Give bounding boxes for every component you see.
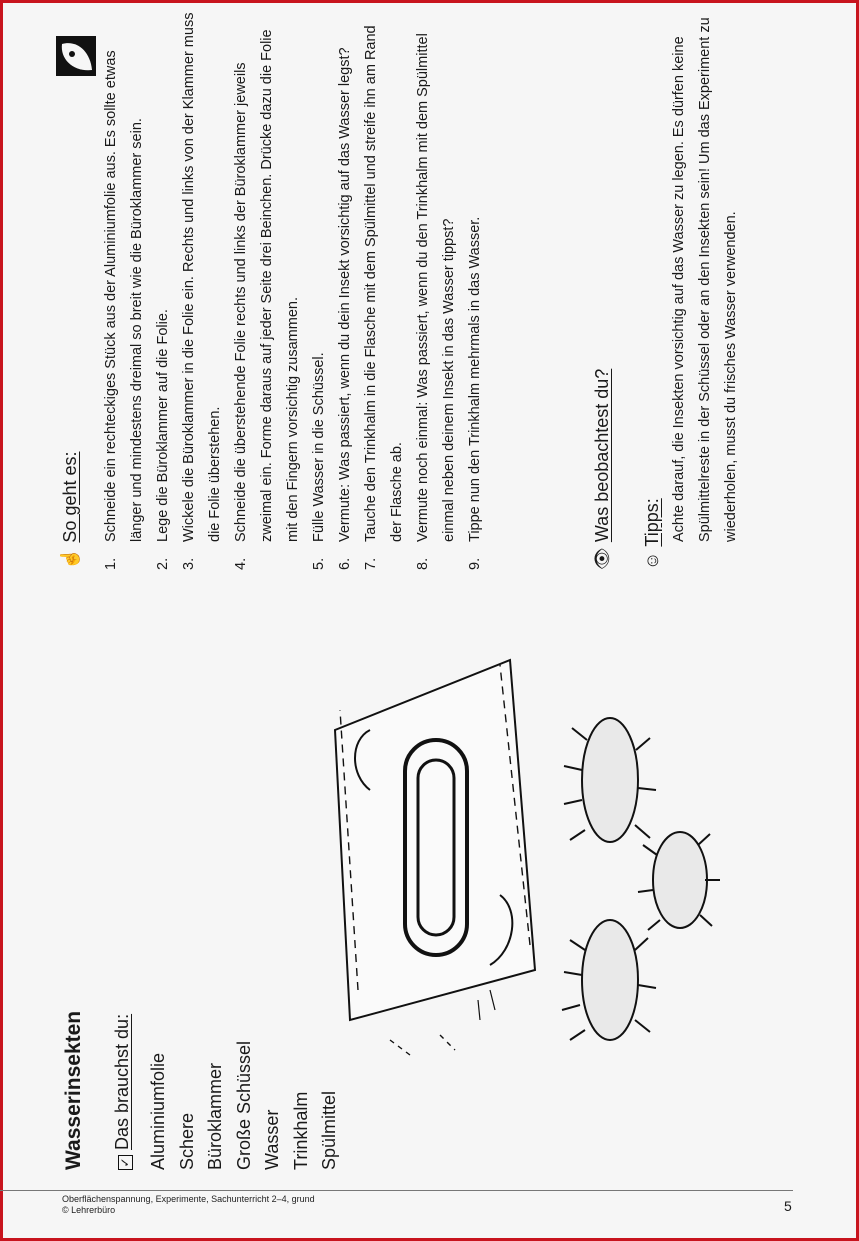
step-item: 4. Schneide die überstehende Folie rechts und links der Büroklammer jeweils zweimal ein. Forme daraus auf jeder Seite drei Beinchen. Drücke dazu die Folie mit den Fingern vorsichtig zusammen. (233, 29, 301, 570)
foil-insects-illustration (540, 680, 725, 1050)
step-item: 7. Tauche den Trinkhalm in die Flasche mit dem Spülmittel und streife ihn am Rand der Flasche ab. (363, 25, 405, 570)
material-item: Aluminiumfolie (148, 1052, 168, 1170)
material-item: Trinkhalm (290, 1091, 311, 1170)
materials-list (144, 1041, 344, 1170)
page-title: Wasserinsekten (62, 1010, 85, 1170)
eye-icon: 👁 (592, 547, 612, 570)
lehrerbuero-logo-icon (52, 32, 100, 80)
foil-paperclip-illustration (330, 640, 550, 1060)
step-item: 6. Vermute: Was passiert, wenn du dein Insekt vorsichtig auf das Wasser legst? (337, 47, 353, 570)
material-item: Büroklammer (205, 1062, 225, 1170)
footer-credit: Oberflächenspannung, Experimente, Sachunterricht 2–4, grund © Lehrerbüro (62, 1194, 315, 1215)
smiley-icon: ☺ (642, 551, 662, 570)
step-item: 8. Vermute noch einmal: Was passiert, wenn du den Trinkhalm mit dem Spülmittel einmal neben deinem Insekt in das Wasser tippst? (415, 33, 457, 570)
step-item: 9. Tippe nun den Trinkhalm mehrmals in das Wasser. (467, 216, 483, 570)
material-item: Spülmittel (319, 1090, 339, 1170)
page-number: 5 (784, 1198, 792, 1214)
instructions-heading: ☝So geht es: (60, 451, 80, 570)
step-item: 2. Lege die Büroklammer auf die Folie. (155, 309, 171, 570)
checkbox-icon: ✓ (118, 1155, 133, 1170)
footer-rule (0, 1190, 793, 1191)
step-item: 3. Wickele die Büroklammer in die Folie ein. Rechts und links von der Klammer muss die Folie überstehen. (181, 12, 223, 570)
step-item: 1. Schneide ein rechteckiges Stück aus der Aluminiumfolie aus. Es sollte etwas länger und mindestens dreimal so breit wie die Büroklammer sein. (103, 50, 145, 570)
instructions-list (98, 10, 488, 570)
observation-heading: 👁Was beobachtest du? (592, 368, 612, 570)
pointing-hand-icon: ☝ (60, 547, 80, 570)
step-item: 5. Fülle Wasser in die Schüssel. (311, 352, 327, 570)
worksheet-page (30, 0, 830, 1180)
tips-text: Achte darauf, die Insekten vorsichtig auf das Wasser zu legen. Es dürfen keine Spülmittelreste in der Schüssel oder an den Insekten sein! Um das Experiment zu wiederholen, musst du frisches Wasser verwenden. (671, 17, 739, 542)
materials-heading: ✓Das brauchst du: (112, 1014, 133, 1170)
tips-heading: ☺Tipps: (642, 498, 662, 570)
material-item: Schere (176, 1112, 197, 1170)
material-item: Wasser (262, 1109, 282, 1170)
material-item: Große Schüssel (233, 1040, 254, 1170)
